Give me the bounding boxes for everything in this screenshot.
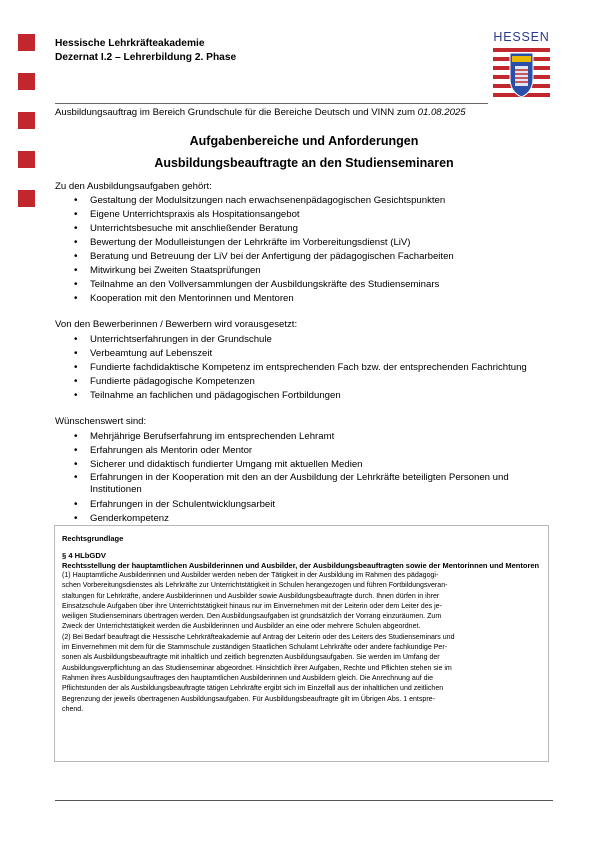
margin-marker <box>18 73 35 90</box>
organization-header <box>55 37 236 64</box>
list-item: • Mitwirkung bei Zweiten Staatsprüfungen <box>74 264 454 278</box>
legal-paragraph-ref: § 4 HLbGDV <box>62 551 106 560</box>
desirable-list <box>74 430 554 526</box>
footer-divider <box>55 800 553 801</box>
desirable-intro: Wünschenswert sind: <box>55 416 147 427</box>
hessen-logo <box>493 31 550 102</box>
list-item: • Mehrjährige Berufserfahrung im entsprechenden Lehramt <box>74 430 554 444</box>
list-item: • Eigene Unterrichtspraxis als Hospitationsangebot <box>74 208 454 222</box>
list-item: • Unterrichtsbesuche mit anschließender Beratung <box>74 222 454 236</box>
assignment-text: Ausbildungsauftrag im Bereich Grundschule für die Bereiche Deutsch und VINN zum <box>55 107 418 118</box>
list-item: • Teilnahme an den Vollversammlungen der Ausbildungskräfte des Studienseminars <box>74 278 454 292</box>
margin-marker <box>18 112 35 129</box>
list-item: • Erfahrungen in der Kooperation mit den an der Ausbildung der Lehrkräfte beteiligten Personen und Institutionen <box>74 472 554 498</box>
margin-marker <box>18 190 35 207</box>
list-item: • Gestaltung der Modulsitzungen nach erwachsenenpädagogischen Gesichtspunkten <box>74 194 454 208</box>
page-subtitle: Ausbildungsbeauftragte an den Studienseminaren <box>154 156 454 170</box>
list-item: • Teilnahme an fachlichen und pädagogischen Fortbildungen <box>74 389 527 403</box>
page-title: Aufgabenbereiche und Anforderungen <box>189 134 419 148</box>
legal-body: (1) Hauptamtliche Ausbilderinnen und Ausbilder werden neben der Tätigkeit in der Ausbildung im Rahmen des pädagogi- schen Vorbereitungsdienstes als Lehrkräfte zur Unterrichtstätigkeit in Schulen herangezogen und führen Fortbildungsveran- staltungen für Lehrkräfte, andere Ausbilderinnen und Ausbilder sowie Ausbildungsbeauftragte durch. Ihnen dürfen in ihrer Einsatzschule Aufgaben über ihre Unterrichtstätigkeit hinaus nur im Einvernehmen mit der Leiterin oder dem Leiter des je- weiligen Studienseminars übertragen werden. Den Ausbildungsaufgaben ist grundsätzlich der Vorrang einzuräumen. Zum Zweck der Unterrichtstätigkeit werden die Ausbilderinnen und Ausbilder an eine oder mehrere Schulen abgeordnet. (2) Bei Bedarf beauftragt die Hessische Lehrkräfteakademie auf Antrag der Leiterin oder des Leiters des Studienseminars und im Einvernehmen mit dem für die Stammschule zuständigen Staatlichen Schulamt Lehrkräfte oder andere fachkundige Per- sonen als Ausbildungsbeauftragte mit inhaltlich und zeitlich begrenzten Ausbildungsaufgaben. Sie werden im Umfang der Ausbildungsverpflichtung an das Studienseminar abgeordnet. Hinsichtlich ihrer Aufgaben, Rechte und Pflichten stehen sie im Rahmen ihres Ausbildungsauftrages den hauptamtlichen Ausbilderinnen und Ausbildern gleich. Die Anrechnung auf die Pflichtstunden der als Ausbildungsbeauftragte tätigen Lehrkräfte ergibt sich im Einzelfall aus der inhaltlichen und zeitlichen Begrenzung der jeweils übertragenen Ausbildungsaufgaben. Für Ausbildungsbeauftragte gilt im Übrigen Abs. 1 entspre- chend. <box>62 572 455 713</box>
org-name: Hessische Lehrkräfteakademie <box>55 38 205 49</box>
list-item: • Fundierte fachdidaktische Kompetenz im entsprechenden Fach bzw. der entsprechenden Fachrichtung <box>74 361 527 375</box>
list-item: • Beratung und Betreuung der LiV bei der Anfertigung der pädagogischen Facharbeiten <box>74 250 454 264</box>
legal-subtitle: Rechtsstellung der hauptamtlichen Ausbilderinnen und Ausbilder, der Ausbildungsbeauftragten sowie der Mentorinnen und Mentoren <box>62 561 540 570</box>
org-department: Dezernat I.2 – Lehrerbildung 2. Phase <box>55 51 237 63</box>
list-item: • Verbeamtung auf Lebenszeit <box>74 347 527 361</box>
coat-of-arms-icon <box>493 46 550 102</box>
margin-marker <box>18 151 35 168</box>
list-item: • Erfahrungen in der Schulentwicklungsarbeit <box>74 498 554 512</box>
tasks-intro: Zu den Ausbildungsaufgaben gehört: <box>55 181 212 192</box>
assignment-line <box>55 107 466 118</box>
header-divider <box>55 103 488 104</box>
requirements-list <box>74 333 527 403</box>
requirements-intro: Von den Bewerberinnen / Bewerbern wird vorausgesetzt: <box>55 319 298 330</box>
list-item: • Bewertung der Modulleistungen der Lehrkräfte im Vorbereitungsdienst (LiV) <box>74 236 454 250</box>
legal-heading: Rechtsgrundlage <box>62 534 124 543</box>
list-item: • Fundierte pädagogische Kompetenzen <box>74 375 527 389</box>
tasks-list <box>74 194 454 306</box>
list-item: • Genderkompetenz <box>74 512 554 526</box>
margin-marker <box>18 34 35 51</box>
assignment-date: 01.08.2025 <box>417 107 466 118</box>
list-item: • Erfahrungen als Mentorin oder Mentor <box>74 444 554 458</box>
logo-wordmark: HESSEN <box>493 30 550 44</box>
list-item: • Kooperation mit den Mentorinnen und Mentoren <box>74 292 454 306</box>
list-item: • Unterrichtserfahrungen in der Grundschule <box>74 333 527 347</box>
legal-basis-box <box>54 525 549 762</box>
list-item: • Sicherer und didaktisch fundierter Umgang mit aktuellen Medien <box>74 458 554 472</box>
